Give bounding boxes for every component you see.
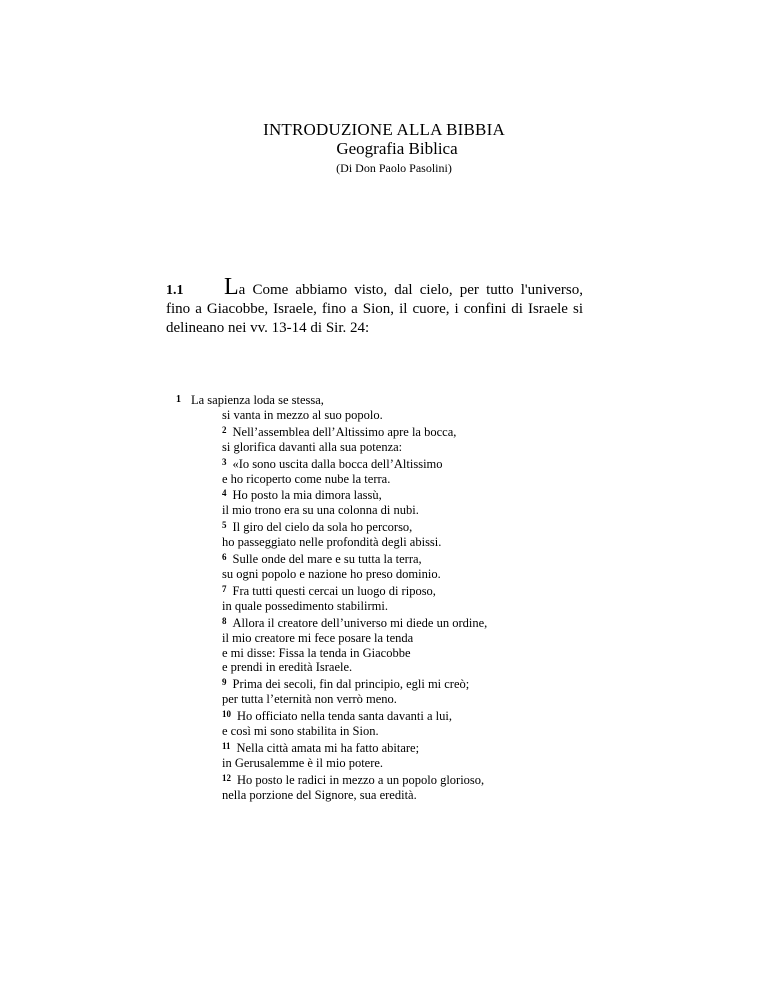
verse-line [176, 788, 487, 803]
verse-line [176, 660, 487, 675]
verse-number: 5 [222, 520, 227, 531]
verse-text: si vanta in mezzo al suo popolo. [222, 407, 383, 422]
verse-line [176, 440, 487, 455]
verse-text: Ho posto la mia dimora lassù, [232, 488, 382, 503]
verse-text: su ogni popolo e nazione ho preso dominio. [222, 566, 441, 581]
document-title: INTRODUZIONE ALLA BIBBIA [263, 120, 505, 139]
verse-text: il mio trono era su una colonna di nubi. [222, 503, 419, 518]
verse-text: Allora il creatore dell’universo mi diede un ordine, [232, 615, 488, 630]
document-author: (Di Don Paolo Pasolini) [336, 161, 452, 175]
verse-text: si glorifica davanti alla sua potenza: [222, 439, 403, 454]
verse-number: 7 [222, 583, 227, 594]
verse-line [176, 518, 487, 535]
document-subtitle: Geografia Biblica [336, 139, 458, 158]
verse-block [176, 393, 487, 803]
verse-line [176, 582, 487, 599]
verse-text: ho passeggiato nelle profondità degli abissi. [222, 535, 442, 550]
verse-text: Nella città amata mi ha fatto abitare; [236, 740, 420, 755]
verse-text: Sulle onde del mare e su tutta la terra, [232, 552, 422, 567]
verse-line [176, 486, 487, 503]
verse-line [176, 455, 487, 472]
verse-line [176, 423, 487, 440]
verse-text: Fra tutti questi cercai un luogo di riposo, [232, 583, 436, 598]
section-number: 1.1 [166, 283, 184, 298]
verse-text: in Gerusalemme è il mio potere. [222, 755, 384, 770]
verse-line [176, 675, 487, 692]
verse-text: per tutta l’eternità non verrò meno. [222, 692, 397, 707]
verse-text: e così mi sono stabilita in Sion. [222, 724, 379, 739]
verse-line [176, 739, 487, 756]
section-paragraph [166, 274, 583, 338]
verse-number: 4 [222, 488, 227, 499]
section-text: a Come abbiamo visto, dal cielo, per tutto l'universo, fino a Giacobbe, Israele, fino a Sion, il cuore, i confini di Israele si delineano nei vv. 13-14 di Sir. 24: [166, 282, 583, 336]
verse-text: La sapienza loda se stessa, [191, 393, 324, 407]
verse-number: 8 [222, 615, 227, 626]
document-header [0, 120, 768, 176]
verse-text: Nell’assemblea dell’Altissimo apre la bocca, [232, 424, 457, 439]
verse-line [176, 724, 487, 739]
verse-line [176, 503, 487, 518]
verse-line [176, 631, 487, 646]
verse-line [176, 535, 487, 550]
verse-number: 2 [222, 424, 227, 435]
drop-cap: L [224, 274, 239, 300]
verse-text: e mi disse: Fissa la tenda in Giacobbe [222, 645, 411, 660]
verse-number: 12 [222, 772, 231, 783]
verse-line [176, 599, 487, 614]
verse-text: Ho posto le radici in mezzo a un popolo glorioso, [237, 772, 485, 787]
verse-line [176, 472, 487, 487]
verse-line [176, 614, 487, 631]
verse-text: nella porzione del Signore, sua eredità. [222, 787, 417, 802]
verse-number: 3 [222, 456, 227, 467]
verse-number: 10 [222, 709, 231, 720]
verse-line [176, 707, 487, 724]
verse-text: in quale possedimento stabilirmi. [222, 598, 388, 613]
verse-text: e prendi in eredità Israele. [222, 660, 353, 675]
verse-text: Prima dei secoli, fin dal principio, egli mi creò; [232, 677, 470, 692]
verse-text: «Io sono uscita dalla bocca dell’Altissimo [232, 456, 443, 471]
verse-line [176, 771, 487, 788]
verse-text: Ho officiato nella tenda santa davanti a lui, [237, 709, 452, 724]
verse-line [176, 550, 487, 567]
verse-text: Il giro del cielo da sola ho percorso, [232, 520, 413, 535]
verse-number: 6 [222, 552, 227, 563]
verse-line [176, 692, 487, 707]
verse-text: il mio creatore mi fece posare la tenda [222, 630, 414, 645]
verse-line [176, 567, 487, 582]
verse-line [176, 408, 487, 423]
verse-text: e ho ricoperto come nube la terra. [222, 471, 391, 486]
verse-line [176, 756, 487, 771]
verse-number: 11 [222, 740, 231, 751]
verse-number: 9 [222, 677, 227, 688]
verse-line [176, 393, 487, 408]
verse-line [176, 646, 487, 661]
verse-number: 1 [176, 394, 181, 405]
